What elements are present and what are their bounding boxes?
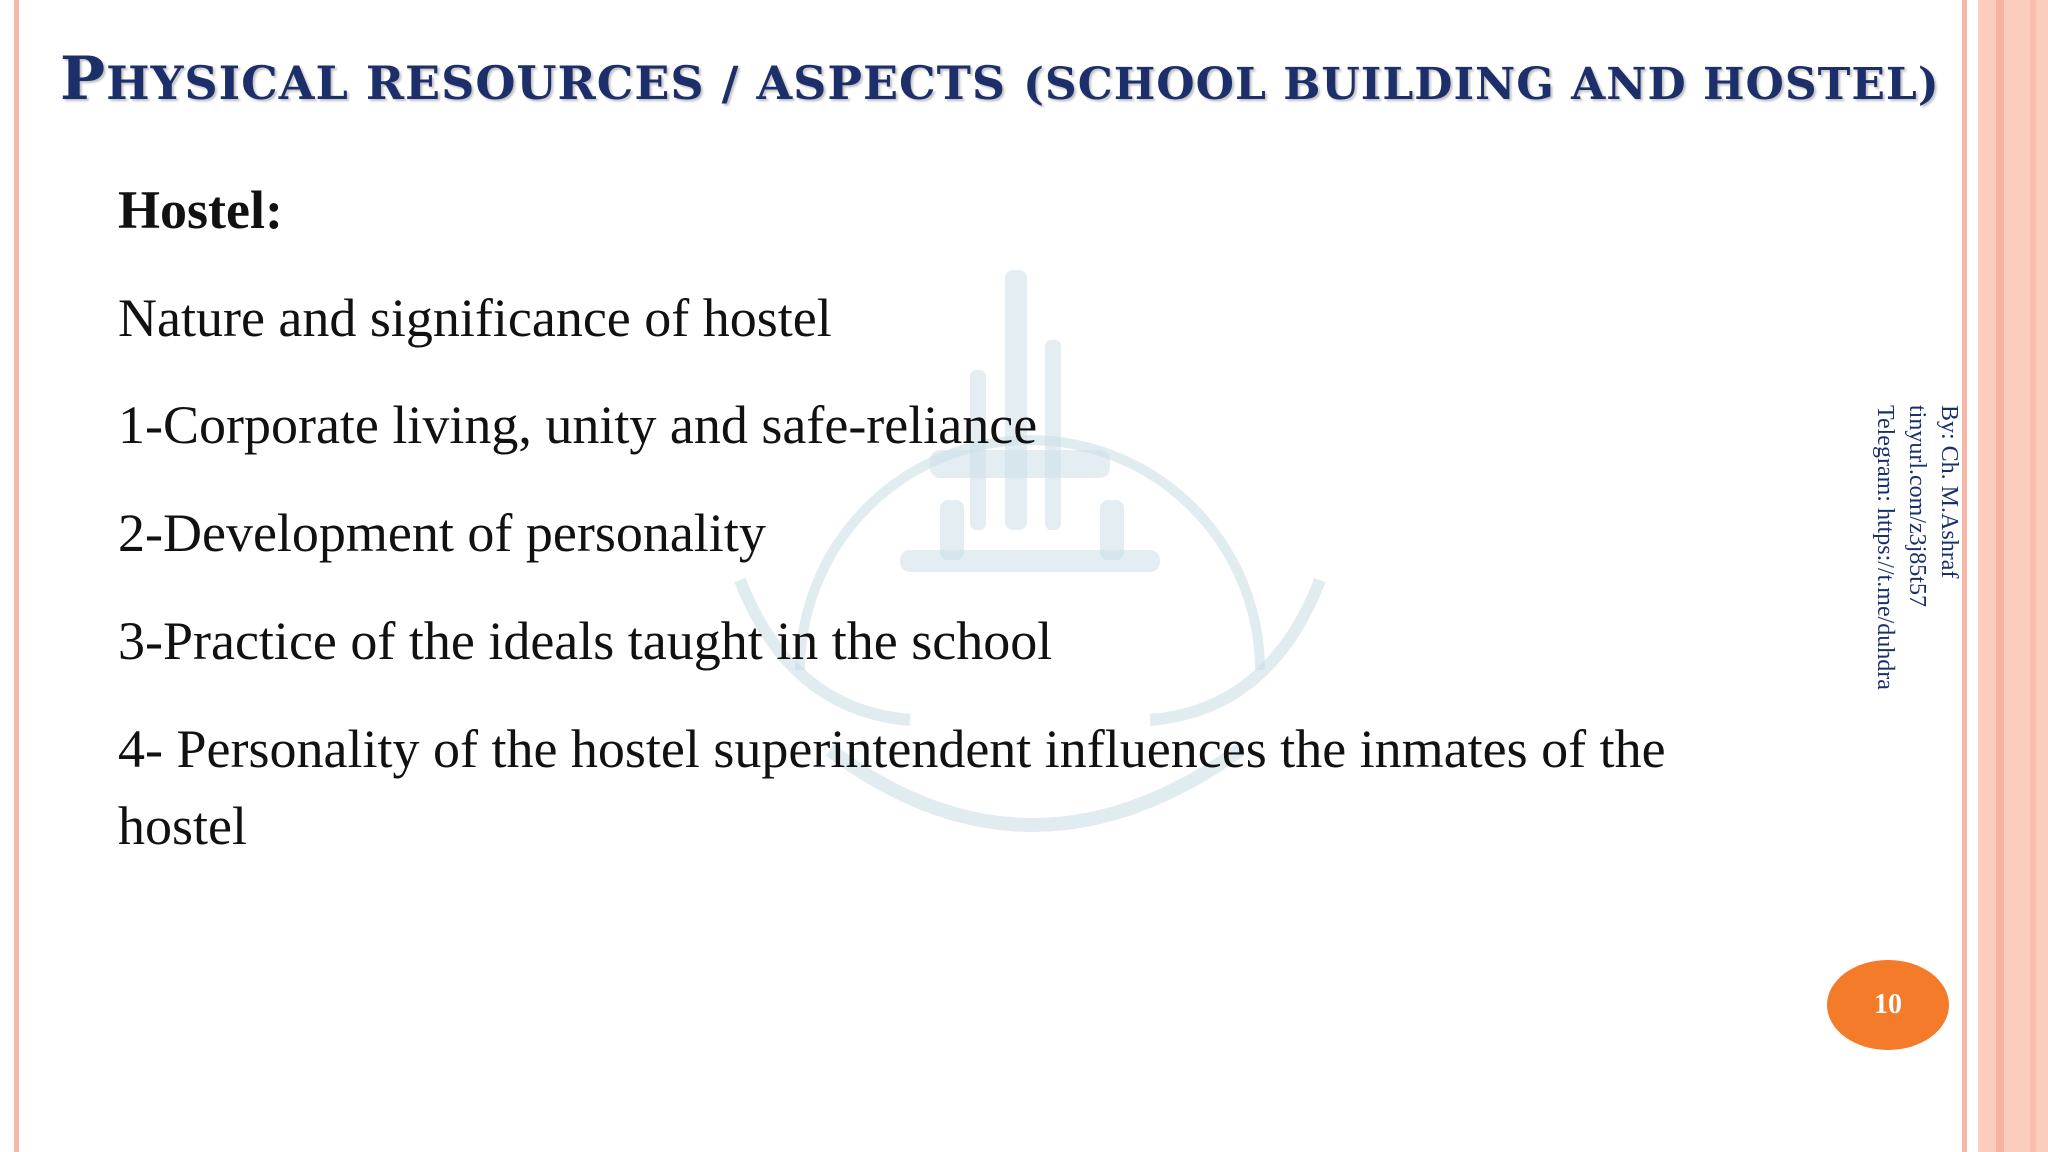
right-border-stripe-2 — [2030, 0, 2036, 1152]
title-parenthetical: (SCHOOL BUILDING AND HOSTEL) — [1023, 59, 1940, 110]
credit-line: By: Ch. M.Ashraf — [1936, 405, 1962, 579]
title-initial: P — [60, 44, 107, 114]
left-border — [14, 0, 19, 1152]
body-line: 2-Development of personality — [118, 502, 766, 563]
slide-title — [60, 44, 1940, 114]
slide-body — [118, 178, 1698, 897]
title-main: HYSICAL RESOURCES / ASPECTS — [106, 56, 1024, 110]
credit-line: Telegram: https://t.me/duhdra — [1872, 405, 1898, 690]
page-number: 10 — [1874, 989, 1902, 1020]
author-credit — [1872, 405, 1965, 805]
body-line: 4- Personality of the hostel superintendent influences the inmates of the hostel — [118, 719, 1666, 856]
body-line: 3-Practice of the ideals taught in the school — [118, 610, 1053, 671]
right-border-band — [1978, 0, 2048, 1152]
page-number-badge — [1827, 960, 1949, 1050]
section-heading: Hostel: — [118, 180, 283, 240]
right-border-stripe — [1996, 0, 2004, 1152]
body-line: Nature and significance of hostel — [118, 287, 832, 348]
body-line: 1-Corporate living, unity and safe-reliance — [118, 395, 1038, 456]
credit-line: tinyurl.com/z3j85t57 — [1904, 405, 1930, 607]
